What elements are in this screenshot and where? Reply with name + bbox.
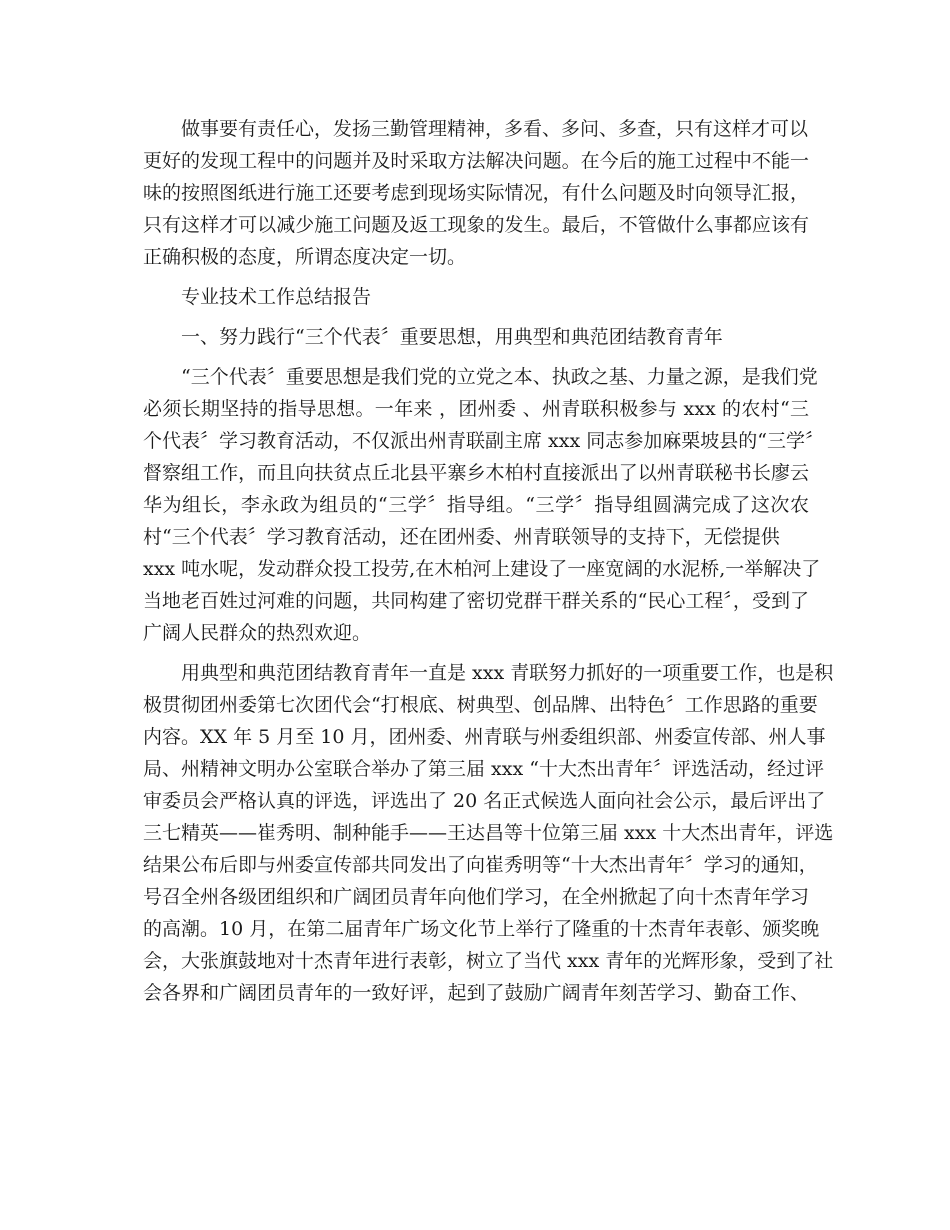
paragraph-line: 做事要有责任心，发扬三勤管理精神，多看、多问、多查，只有这样才可以 <box>181 118 809 140</box>
paragraph-line: 广阔人民群众的热烈欢迎。 <box>143 622 372 644</box>
paragraph-line: 极贯彻团州委第七次团代会“打根底、树典型、创品牌、出特色〞工作思路的重要 <box>143 694 818 716</box>
paragraph-line: 当地老百姓过河难的问题，共同构建了密切党群干群关系的“民心工程〞，受到了 <box>143 590 809 612</box>
paragraph-line: 更好的发现工程中的问题并及时采取方法解决问题。在今后的施工过程中不能一 <box>143 150 809 172</box>
paragraph-line: 内容。XX 年 5 月至 10 月，团州委、州青联与州委组织部、州委宣传部、州人事 <box>143 726 826 748</box>
paragraph-line: 会各界和广阔团员青年的一致好评，起到了鼓励广阔青年刻苦学习、勤奋工作、 <box>143 982 809 1004</box>
paragraph-line: 个代表〞学习教育活动，不仅派出州青联副主席 xxx 同志参加麻栗坡县的“三学〞 <box>143 430 824 452</box>
paragraph-line: 村“三个代表〞学习教育活动，还在团州委、州青联领导的支持下，无偿提供 <box>143 526 780 548</box>
paragraph-line: 只有这样才可以减少施工问题及返工现象的发生。最后，不管做什么事都应该有 <box>143 214 809 236</box>
paragraph-line: 必须长期坚持的指导思想。一年来 ，团州委 、州青联积极参与 xxx 的农村“三 <box>143 398 809 420</box>
section-title: 专业技术工作总结报告 <box>181 286 372 308</box>
paragraph-line: xxx 吨水呢，发动群众投工投劳,在木柏河上建设了一座宽阔的水泥桥,一举解决了 <box>143 558 821 580</box>
paragraph-line: 审委员会严格认真的评选，评选出了 20 名正式候选人面向社会公示，最后评出了 <box>143 790 826 812</box>
paragraph-line: 三七精英——崔秀明、制种能手——王达昌等十位第三届 xxx 十大杰出青年，评选 <box>143 822 834 844</box>
paragraph-line: 督察组工作，而且向扶贫点丘北县平寨乡木柏村直接派出了以州青联秘书长廖云 <box>143 462 809 484</box>
paragraph-line: 用典型和典范团结教育青年一直是 xxx 青联努力抓好的一项重要工作，也是积 <box>181 662 834 684</box>
document-body <box>143 113 834 1009</box>
paragraph-line: 华为组长，李永政为组员的“三学〞指导组。“三学〞指导组圆满完成了这次农 <box>143 494 809 516</box>
paragraph-line: 会，大张旗鼓地对十杰青年进行表彰，树立了当代 xxx 青年的光辉形象，受到了社 <box>143 950 834 972</box>
paragraph-line: “三个代表〞重要思想是我们党的立党之本、执政之基、力量之源，是我们党 <box>181 366 818 388</box>
paragraph-line: 局、州精神文明办公室联合举办了第三届 xxx “十大杰出青年〞评选活动，经过评 <box>143 758 824 780</box>
paragraph-line: 号召全州各级团组织和广阔团员青年向他们学习，在全州掀起了向十杰青年学习 <box>143 886 809 908</box>
paragraph-line: 正确积极的态度，所谓态度决定一切。 <box>143 246 467 268</box>
paragraph-line: 结果公布后即与州委宣传部共同发出了向崔秀明等“十大杰出青年〞学习的通知， <box>143 854 818 876</box>
paragraph-line: 的高潮。10 月，在第二届青年广场文化节上举行了隆重的十杰青年表彰、颁奖晚 <box>143 918 820 940</box>
section-heading: 一、努力践行“三个代表〞重要思想，用典型和典范团结教育青年 <box>181 326 723 348</box>
paragraph-line: 味的按照图纸进行施工还要考虑到现场实际情况，有什么问题及时向领导汇报， <box>143 182 809 204</box>
